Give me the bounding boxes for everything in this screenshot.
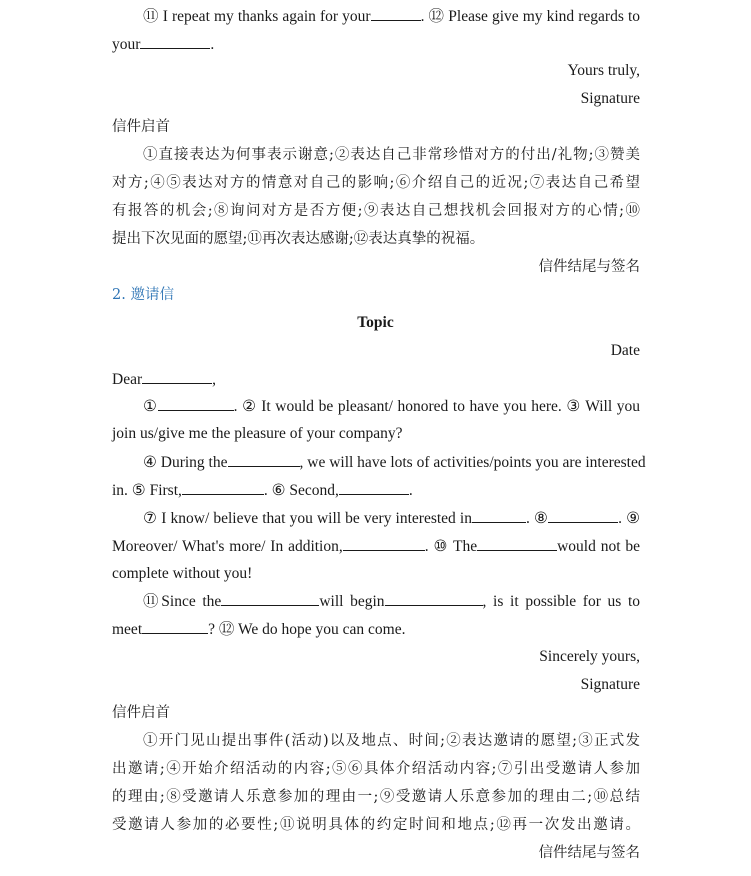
thanks-opening-heading: 信件启首 [112, 119, 170, 135]
thanks-desc-line: 有报答的机会;⑧询问对方是否方便;⑨表达自己想找机会回报对方的心情;⑩ [112, 203, 640, 219]
invite-desc-line: 受邀请人参加的必要性;⑪说明具体的约定时间和地点;⑫再一次发出邀请。 [112, 817, 640, 833]
blank [477, 536, 557, 551]
thanks-line-11-12: ⑪ I repeat my thanks again for your . ⑫ Please give my kind regards to [143, 8, 640, 25]
date-label: Date [610, 342, 640, 359]
thanks-line-12-cont: your . [112, 36, 215, 53]
blank [158, 396, 234, 411]
invite-p4-line: ⑪Since the will begin , is it possible for us to [143, 593, 641, 610]
invite-desc-line: ①开门见山提出事件(活动)以及地点、时间;②表达邀请的愿望;③正式发 [143, 733, 640, 749]
invite-p2-line: in. ⑤ First, . ⑥ Second, . [112, 482, 413, 499]
blank [371, 6, 421, 21]
invite-desc-line: 出邀请;④开始介绍活动的内容;⑤⑥具体介绍活动内容;⑦引出受邀请人参加 [112, 761, 640, 777]
salutation: Dear , [112, 371, 216, 388]
invite-closing: Sincerely yours, [539, 648, 640, 665]
section-title: 2. 邀请信 [112, 287, 174, 303]
invite-desc-line: 的理由;⑧受邀请人乐意参加的理由一;⑨受邀请人乐意参加的理由二;⑩总结 [112, 789, 640, 805]
thanks-closing: Yours truly, [567, 62, 640, 79]
thanks-desc-line: ①直接表达为何事表示谢意;②表达自己非常珍惜对方的付出/礼物;③赞美 [143, 147, 640, 163]
blank [339, 480, 409, 495]
blank [182, 480, 264, 495]
invite-p4-line: meet ? ⑫ We do hope you can come. [112, 621, 406, 638]
blank [142, 619, 208, 634]
thanks-desc-line: 提出下次见面的愿望;⑪再次表达感谢;⑫表达真挚的祝福。 [112, 231, 485, 247]
invite-p3-line: ⑦ I know/ believe that you will be very interested in . ⑧ . ⑨ [143, 510, 640, 527]
blank [548, 508, 618, 523]
blank [142, 369, 212, 384]
invite-ending-heading: 信件结尾与签名 [538, 845, 640, 861]
blank [228, 452, 300, 467]
invite-p1-line: join us/give me the pleasure of your company? [112, 425, 403, 442]
invite-signature: Signature [580, 676, 640, 693]
invite-p2-line: ④ During the , we will have lots of activities/points you are interested [143, 454, 646, 471]
thanks-desc-line: 对方;④⑤表达对方的情意对自己的影响;⑥介绍自己的近况;⑦表达自己希望 [112, 175, 640, 191]
invite-opening-heading: 信件启首 [112, 705, 170, 721]
thanks-ending-heading: 信件结尾与签名 [538, 259, 640, 275]
blank [385, 591, 483, 606]
blank [472, 508, 526, 523]
topic-heading: Topic [357, 314, 394, 331]
invite-p3-line: Moreover/ What's more/ In addition, . ⑩ The would not be [112, 538, 641, 555]
invite-p3-line: complete without you! [112, 565, 253, 582]
invite-p1-line: ① . ② It would be pleasant/ honored to have you here. ③ Will you [143, 398, 640, 415]
blank [140, 34, 210, 49]
thanks-signature: Signature [580, 90, 640, 107]
blank [221, 591, 319, 606]
blank [343, 536, 425, 551]
